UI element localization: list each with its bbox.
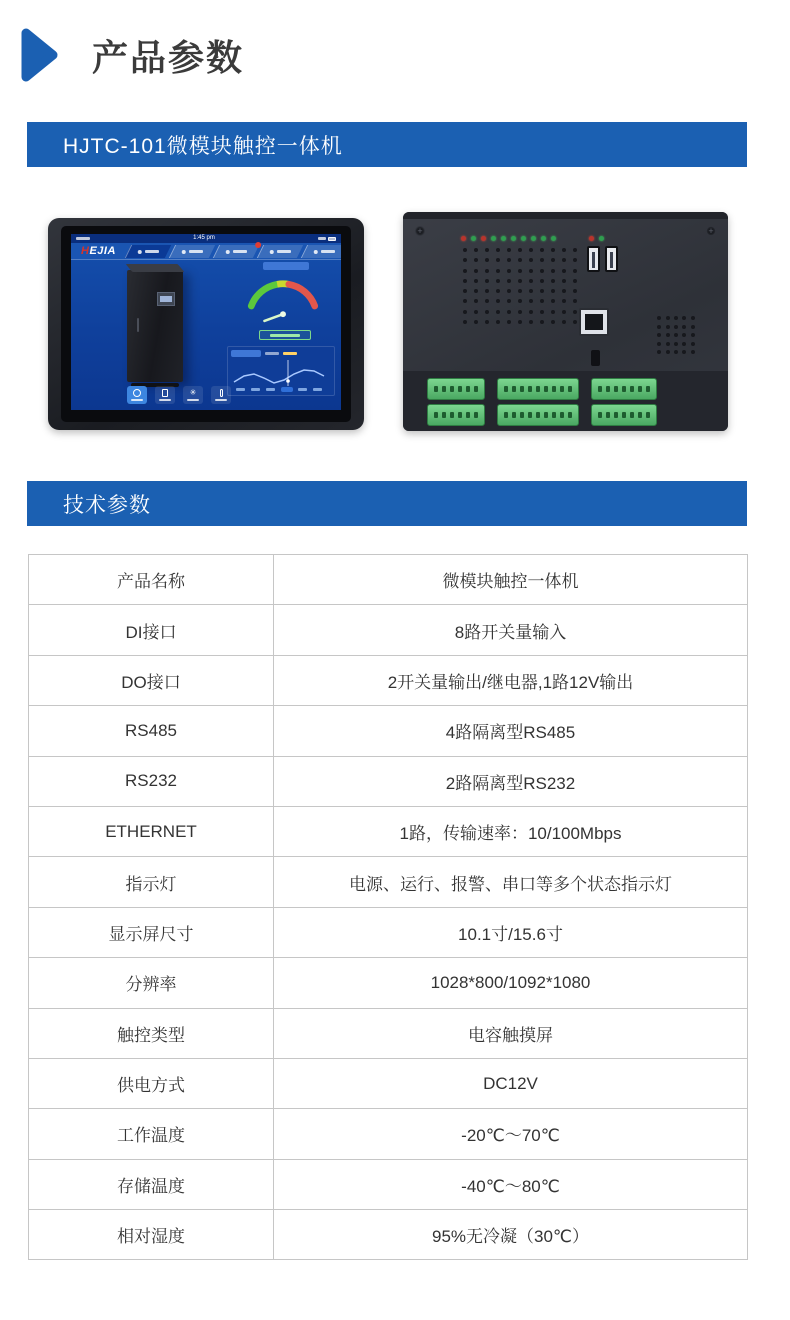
vent-dot <box>657 333 661 337</box>
vent-dot <box>551 279 555 283</box>
spec-label: DI接口 <box>29 605 274 655</box>
vent-dot <box>485 310 489 314</box>
vent-dot <box>540 289 544 293</box>
green-led-icon <box>511 236 516 241</box>
load-gauge <box>233 272 333 326</box>
vent-dot <box>551 320 555 324</box>
vent-dot <box>518 248 522 252</box>
monitor-icon <box>127 386 147 404</box>
speaker-grid <box>655 316 697 354</box>
terminal-row <box>427 404 657 426</box>
terminal-pin <box>434 412 438 418</box>
terminal-pin <box>512 412 516 418</box>
table-row <box>29 857 748 907</box>
product-model-text: HJTC-101微模块触控一体机 <box>63 134 343 158</box>
terminal-block-icon <box>497 378 579 400</box>
vent-dot <box>485 258 489 262</box>
vent-dot <box>674 350 678 354</box>
vent-dot <box>474 299 478 303</box>
tech-specs-banner <box>27 481 747 526</box>
hejia-logo: HEJIA <box>81 245 116 257</box>
spec-value: 电容触摸屏 <box>274 1008 748 1058</box>
spec-value: 电源、运行、报警、串口等多个状态指示灯 <box>274 857 748 907</box>
terminal-pin <box>450 386 454 392</box>
vent-dot <box>463 269 467 273</box>
sim-slot-icon <box>591 350 600 366</box>
vent-dot <box>657 350 661 354</box>
table-row <box>29 1159 748 1209</box>
terminal-pin <box>568 412 572 418</box>
terminal-pin <box>466 412 470 418</box>
vent-dot <box>529 279 533 283</box>
terminal-block-icon <box>591 404 657 426</box>
terminal-pin <box>520 412 524 418</box>
spec-label: ETHERNET <box>29 806 274 856</box>
table-row <box>29 1058 748 1108</box>
terminal-pin <box>474 412 478 418</box>
green-led-icon <box>531 236 536 241</box>
screen-tab-home <box>125 245 171 258</box>
vent-dot <box>691 316 695 320</box>
terminal-pin <box>520 386 524 392</box>
vent-dot <box>474 289 478 293</box>
spec-table <box>28 554 748 1260</box>
spec-value: 1028*800/1092*1080 <box>274 958 748 1008</box>
vent-dot <box>666 342 670 346</box>
terminal-pin <box>504 412 508 418</box>
terminal-pin <box>528 386 532 392</box>
vent-dot <box>529 320 533 324</box>
vent-dot <box>496 269 500 273</box>
terminal-pin <box>474 386 478 392</box>
terminal-pin <box>450 412 454 418</box>
table-row <box>29 756 748 806</box>
product-image-back <box>403 212 728 431</box>
vent-dot <box>674 333 678 337</box>
table-row <box>29 655 748 705</box>
vent-dot <box>540 258 544 262</box>
vent-dot <box>463 289 467 293</box>
vent-dot <box>691 325 695 329</box>
terminal-pin <box>622 412 626 418</box>
vent-dot <box>463 310 467 314</box>
vent-dot <box>551 299 555 303</box>
vent-dot <box>529 299 533 303</box>
terminal-pin <box>544 412 548 418</box>
vent-dot <box>573 320 577 324</box>
terminal-strip <box>403 371 728 431</box>
terminal-pin <box>552 412 556 418</box>
vent-dot <box>529 248 533 252</box>
vent-dot <box>657 325 661 329</box>
vent-dot <box>496 299 500 303</box>
terminal-pin <box>434 386 438 392</box>
spec-value: 微模块触控一体机 <box>274 555 748 605</box>
usb-port-icon <box>587 246 600 272</box>
vent-dot <box>562 289 566 293</box>
green-led-icon <box>599 236 604 241</box>
spec-label: 相对湿度 <box>29 1210 274 1260</box>
vent-dot <box>540 279 544 283</box>
terminal-pin <box>442 386 446 392</box>
screen-statusbar <box>71 234 341 243</box>
red-led-icon <box>589 236 594 241</box>
screen-clock: 1:45 pm <box>193 235 215 241</box>
terminal-block-icon <box>497 404 579 426</box>
vent-dot <box>551 269 555 273</box>
spec-label: RS232 <box>29 756 274 806</box>
green-led-icon <box>551 236 556 241</box>
temperature-icon <box>211 386 231 404</box>
terminal-pin <box>552 386 556 392</box>
vent-dot <box>674 325 678 329</box>
device-bezel <box>61 226 351 422</box>
vent-dot <box>474 320 478 324</box>
vent-dot <box>682 333 686 337</box>
vent-dot <box>507 258 511 262</box>
vent-dot <box>518 269 522 273</box>
green-led-icon <box>471 236 476 241</box>
green-led-icon <box>491 236 496 241</box>
vent-dot <box>562 248 566 252</box>
red-led-icon <box>481 236 486 241</box>
battery-module-icon <box>155 386 175 404</box>
terminal-pin <box>544 386 548 392</box>
vent-dot <box>474 258 478 262</box>
vent-dot <box>666 325 670 329</box>
vent-dot <box>474 279 478 283</box>
screw-icon: + <box>415 226 425 236</box>
vent-dot <box>496 279 500 283</box>
table-row <box>29 706 748 756</box>
vent-dot <box>573 299 577 303</box>
table-row <box>29 1109 748 1159</box>
terminal-pin <box>598 386 602 392</box>
vent-dot <box>562 269 566 273</box>
vent-dot <box>507 279 511 283</box>
vent-dot <box>551 289 555 293</box>
terminal-pin <box>458 386 462 392</box>
vent-dot <box>474 269 478 273</box>
table-row <box>29 605 748 655</box>
vent-dot <box>485 269 489 273</box>
vent-dot <box>540 299 544 303</box>
terminal-pin <box>622 386 626 392</box>
vent-dot <box>540 248 544 252</box>
temperature-chart-panel <box>227 346 335 396</box>
spec-label: 分辨率 <box>29 958 274 1008</box>
terminal-pin <box>536 412 540 418</box>
terminal-pin <box>504 386 508 392</box>
product-model-banner <box>27 122 747 167</box>
terminal-pin <box>466 386 470 392</box>
vent-dot <box>540 310 544 314</box>
page-title: 产品参数 <box>92 36 245 78</box>
spec-value: -20℃～70℃ <box>274 1109 748 1159</box>
vent-dot <box>562 258 566 262</box>
vent-dot <box>691 342 695 346</box>
screen-tab-query <box>257 245 303 258</box>
vent-dot <box>507 320 511 324</box>
vent-dot <box>474 248 478 252</box>
screen-tab-report <box>301 245 341 258</box>
vent-dot <box>682 325 686 329</box>
spec-value: 1路，传输速率：10/100Mbps <box>274 806 748 856</box>
vent-dot <box>496 258 500 262</box>
vent-grid <box>459 248 581 324</box>
vent-dot <box>540 269 544 273</box>
vent-dot <box>529 310 533 314</box>
screen-icon-row <box>127 386 231 404</box>
terminal-pin <box>614 412 618 418</box>
vent-dot <box>485 248 489 252</box>
vent-dot <box>496 310 500 314</box>
vent-dot <box>463 279 467 283</box>
usb-ports <box>587 246 618 272</box>
vent-dot <box>507 289 511 293</box>
vent-dot <box>573 258 577 262</box>
table-row <box>29 806 748 856</box>
vent-dot <box>691 350 695 354</box>
usb-port-icon <box>605 246 618 272</box>
vent-dot <box>463 258 467 262</box>
vent-dot <box>573 289 577 293</box>
table-row <box>29 555 748 605</box>
vent-dot <box>674 316 678 320</box>
vent-dot <box>682 342 686 346</box>
tech-specs-text: 技术参数 <box>63 493 151 517</box>
spec-label: 指示灯 <box>29 857 274 907</box>
vent-dot <box>551 258 555 262</box>
vent-dot <box>529 269 533 273</box>
vent-dot <box>518 258 522 262</box>
spec-label: 供电方式 <box>29 1058 274 1108</box>
line-chart <box>228 356 334 394</box>
terminal-block-icon <box>427 378 485 400</box>
spec-label: 存储温度 <box>29 1159 274 1209</box>
vent-dot <box>657 342 661 346</box>
screen-tabs <box>128 245 341 258</box>
terminal-pin <box>638 386 642 392</box>
screen-tab-monitor <box>169 245 215 258</box>
vent-dot <box>666 333 670 337</box>
status-led-row <box>461 236 556 241</box>
terminal-block-icon <box>591 378 657 400</box>
table-row <box>29 958 748 1008</box>
vent-dot <box>518 279 522 283</box>
terminal-pin <box>606 386 610 392</box>
vent-dot <box>682 316 686 320</box>
terminal-pin <box>560 412 564 418</box>
vent-dot <box>657 316 661 320</box>
screen-navbar <box>71 243 341 260</box>
battery-icon <box>318 237 336 241</box>
vent-dot <box>463 248 467 252</box>
terminal-row <box>427 378 657 400</box>
spec-value: 95%无冷凝（30℃） <box>274 1210 748 1260</box>
spec-value: 2开关量输出/继电器,1路12V输出 <box>274 655 748 705</box>
gauge-value-pill <box>259 330 311 340</box>
vent-dot <box>463 320 467 324</box>
vent-dot <box>496 248 500 252</box>
cooling-icon: ✳ <box>183 386 203 404</box>
terminal-pin <box>442 412 446 418</box>
vent-dot <box>485 320 489 324</box>
vent-dot <box>666 350 670 354</box>
terminal-pin <box>614 386 618 392</box>
ethernet-port-icon <box>579 308 609 336</box>
vent-dot <box>507 299 511 303</box>
terminal-pin <box>536 386 540 392</box>
red-led-icon <box>461 236 466 241</box>
vent-dot <box>562 310 566 314</box>
spec-value: 2路隔离型RS232 <box>274 756 748 806</box>
green-led-icon <box>541 236 546 241</box>
vent-dot <box>507 310 511 314</box>
spec-label: DO接口 <box>29 655 274 705</box>
spec-label: 显示屏尺寸 <box>29 907 274 957</box>
vent-dot <box>463 299 467 303</box>
vent-dot <box>518 310 522 314</box>
spec-table-body <box>29 555 748 1260</box>
terminal-pin <box>528 412 532 418</box>
terminal-block-icon <box>427 404 485 426</box>
vent-dot <box>529 258 533 262</box>
vent-dot <box>562 299 566 303</box>
vent-dot <box>496 289 500 293</box>
spec-value: 8路开关量输入 <box>274 605 748 655</box>
usb-led-row <box>589 236 604 241</box>
table-row <box>29 1008 748 1058</box>
vent-dot <box>485 289 489 293</box>
cabinet-illustration <box>127 270 183 382</box>
spec-value: 10.1寸/15.6寸 <box>274 907 748 957</box>
vent-dot <box>551 248 555 252</box>
vent-dot <box>507 248 511 252</box>
vent-dot <box>540 320 544 324</box>
spec-value: -40℃～80℃ <box>274 1159 748 1209</box>
device-screen-ui <box>71 234 341 410</box>
product-images-row <box>0 210 790 442</box>
terminal-pin <box>646 412 650 418</box>
play-arrow-icon <box>20 26 60 84</box>
terminal-pin <box>598 412 602 418</box>
alert-dot-icon <box>255 242 261 248</box>
vent-dot <box>573 279 577 283</box>
product-image-front <box>48 218 364 430</box>
vent-dot <box>691 333 695 337</box>
vent-dot <box>496 320 500 324</box>
vent-dot <box>529 289 533 293</box>
cabinet-handle <box>137 318 139 332</box>
vent-dot <box>551 310 555 314</box>
terminal-pin <box>512 386 516 392</box>
vent-dot <box>562 279 566 283</box>
spec-label: 触控类型 <box>29 1008 274 1058</box>
terminal-pin <box>568 386 572 392</box>
spec-value: DC12V <box>274 1058 748 1108</box>
vent-dot <box>562 320 566 324</box>
vent-dot <box>485 299 489 303</box>
spec-label: 产品名称 <box>29 555 274 605</box>
vent-dot <box>573 248 577 252</box>
vent-dot <box>666 316 670 320</box>
vent-dot <box>507 269 511 273</box>
spec-value: 4路隔离型RS485 <box>274 706 748 756</box>
spec-label: 工作温度 <box>29 1109 274 1159</box>
terminal-pin <box>638 412 642 418</box>
terminal-pin <box>630 412 634 418</box>
table-row <box>29 1210 748 1260</box>
green-led-icon <box>521 236 526 241</box>
terminal-pin <box>458 412 462 418</box>
vent-dot <box>474 310 478 314</box>
table-row <box>29 907 748 957</box>
section-header <box>20 26 244 84</box>
cabinet-display <box>157 292 175 306</box>
back-panel-body <box>403 212 728 431</box>
green-led-icon <box>501 236 506 241</box>
vent-dot <box>518 289 522 293</box>
vent-dot <box>485 279 489 283</box>
spec-label: RS485 <box>29 706 274 756</box>
screw-icon: + <box>706 226 716 236</box>
vent-dot <box>518 320 522 324</box>
signal-icon <box>76 237 90 240</box>
back-top-edge <box>403 212 728 219</box>
vent-dot <box>682 350 686 354</box>
vent-dot <box>573 269 577 273</box>
vent-dot <box>518 299 522 303</box>
terminal-pin <box>560 386 564 392</box>
vent-dot <box>573 310 577 314</box>
vent-dot <box>674 342 678 346</box>
screen-tab-alarm <box>213 245 259 258</box>
terminal-pin <box>606 412 610 418</box>
load-label-badge <box>263 262 309 270</box>
terminal-pin <box>630 386 634 392</box>
terminal-pin <box>646 386 650 392</box>
